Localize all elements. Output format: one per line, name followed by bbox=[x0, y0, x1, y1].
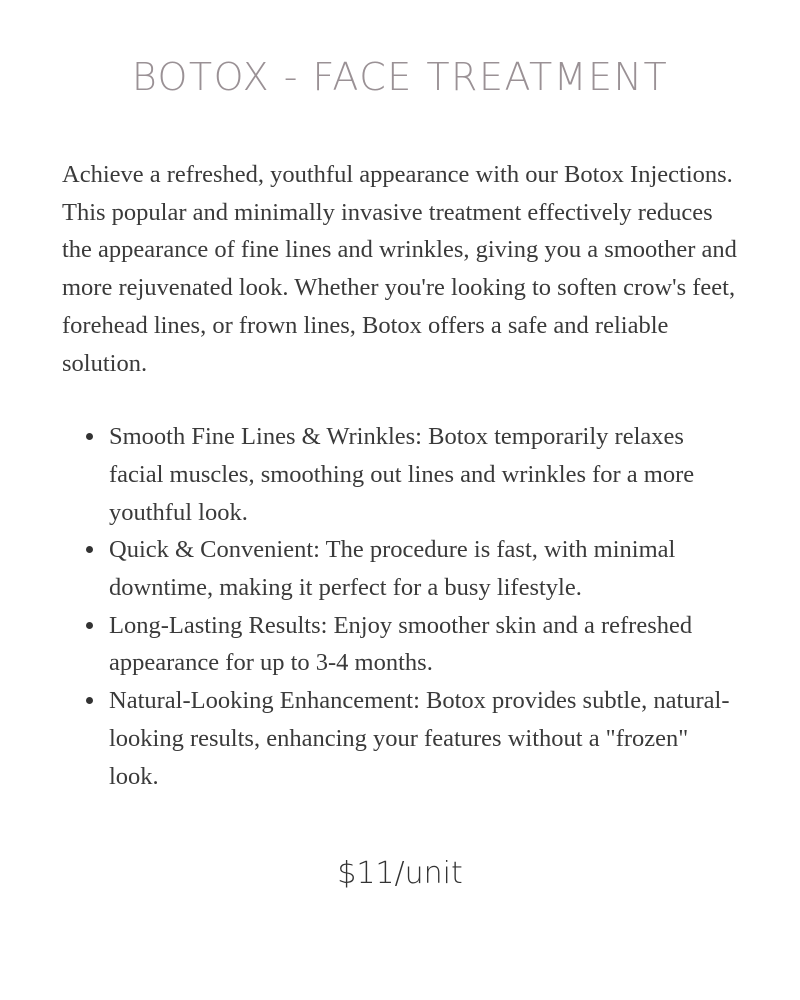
feature-list bbox=[62, 418, 738, 795]
bullet-icon bbox=[86, 546, 93, 553]
feature-text: Smooth Fine Lines & Wrinkles: Botox temporarily relaxes facial muscles, smoothing out lines and wrinkles for a more youthful look. bbox=[109, 423, 695, 526]
list-item bbox=[109, 682, 738, 795]
feature-text: Long-Lasting Results: Enjoy smoother skin and a refreshed appearance for up to 3-4 months. bbox=[109, 611, 693, 677]
list-item bbox=[109, 531, 738, 606]
bullet-icon bbox=[86, 433, 93, 440]
bullet-icon bbox=[86, 697, 93, 704]
intro-paragraph: Achieve a refreshed, youthful appearance with our Botox Injections. This popular and minimally invasive treatment effectively reduces the appearance of fine lines and wrinkles, giving you a smoother and more rejuvenated look. Whether you're looking to soften crow's feet, forehead lines, or frown lines, Botox offers a safe and reliable solution. bbox=[62, 161, 737, 377]
page-title: BOTOX - FACE TREATMENT bbox=[131, 55, 669, 99]
list-item bbox=[109, 418, 738, 531]
feature-text: Natural-Looking Enhancement: Botox provides subtle, natural-looking results, enhancing your features without a "frozen" look. bbox=[109, 687, 730, 790]
list-item bbox=[109, 607, 738, 682]
price-label: $11/unit bbox=[337, 856, 463, 891]
feature-text: Quick & Convenient: The procedure is fast, with minimal downtime, making it perfect for a busy lifestyle. bbox=[109, 536, 676, 602]
bullet-icon bbox=[86, 622, 93, 629]
